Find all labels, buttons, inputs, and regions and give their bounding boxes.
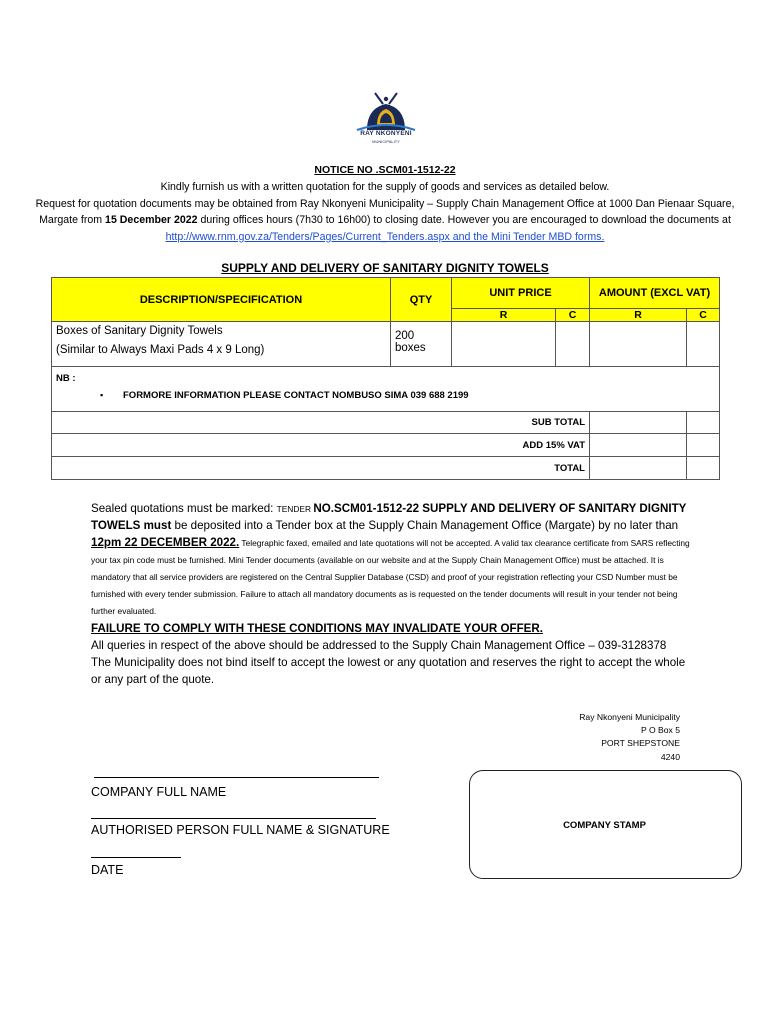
date-line[interactable]	[91, 857, 181, 858]
company-name-label: COMPANY FULL NAME	[91, 785, 227, 799]
sub-total-label: SUB TOTAL	[52, 412, 590, 434]
must-word: must	[143, 519, 172, 532]
unit-price-cents-cell[interactable]	[556, 322, 590, 367]
date-label: DATE	[91, 863, 124, 877]
item-qty	[391, 322, 452, 367]
vat-label: ADD 15% VAT	[52, 434, 590, 457]
amount-cents-header: C	[687, 309, 720, 322]
intro-text: Request for quotation documents may be obtained from Ray Nkonyeni Municipality – Supply Chain Management Office at 1000 Dan Pienaar Square, Margate from	[35, 197, 735, 226]
tender-number: NO.SCM01-1512-22 SUPPLY AND DELIVERY OF SANITARY DIGNITY TOWELS	[91, 502, 687, 532]
section-title: SUPPLY AND DELIVERY OF SANITARY DIGNITY TOWELS	[221, 261, 549, 275]
quotation-table	[51, 277, 720, 480]
total-rand-cell[interactable]	[590, 457, 687, 480]
unit-price-cents-header: C	[556, 309, 590, 322]
amount-cents-cell[interactable]	[687, 322, 720, 367]
unit-price-header: UNIT PRICE	[452, 278, 590, 309]
intro-line-1: Kindly furnish us with a written quotation for the supply of goods and services as detailed below.	[160, 181, 610, 193]
marking-instructions	[91, 500, 691, 619]
intro-text-cont: during offices hours (7h30 to 16h00) to closing date. However you are encouraged to download the documents at	[197, 214, 731, 226]
nb-contact-info: FORMORE INFORMATION PLEASE CONTACT NOMBUSO SIMA 039 688 2199	[123, 390, 469, 401]
item-description-similar: (Similar to Always Maxi Pads 4 x 9 Long)	[56, 344, 265, 356]
notice-title: NOTICE NO .SCM01-1512-22	[314, 164, 456, 176]
total-label: TOTAL	[52, 457, 590, 480]
authorised-signature-line[interactable]	[91, 818, 376, 819]
item-description	[52, 322, 391, 367]
amount-rand-header: R	[590, 309, 687, 322]
vat-cents-cell[interactable]	[687, 434, 720, 457]
disclaimer-text: The Municipality does not bind itself to accept the lowest or any quotation and reserves the right to accept the whole or any part of the quote.	[91, 656, 686, 686]
amount-header: AMOUNT (EXCL VAT)	[590, 278, 720, 309]
amount-rand-cell[interactable]	[590, 322, 687, 367]
item-description-main: Boxes of Sanitary Dignity Towels	[56, 325, 223, 337]
tenders-link[interactable]: http://www.rnm.gov.za/Tenders/Pages/Current_Tenders.aspx and the Mini Tender MBD forms.	[165, 230, 605, 243]
authorised-signature-label: AUTHORISED PERSON FULL NAME & SIGNATURE	[91, 823, 390, 837]
company-name-line[interactable]	[94, 777, 379, 778]
logo-wordmark: RAY NKONYENI	[360, 130, 412, 137]
bullet-square-icon: ▪	[100, 390, 104, 400]
address-line-3: PORT SHEPSTONE	[601, 738, 680, 749]
tender-word: TENDER	[276, 504, 314, 514]
marking-text: Sealed quotations must be marked:	[91, 502, 277, 515]
intro-date: 15 December 2022	[105, 214, 198, 226]
logo-tagline: MUNICIPALITY	[372, 139, 400, 144]
unit-price-rand-header: R	[452, 309, 556, 322]
conditions-fine-print: Telegraphic faxed, emailed and late quotations will not be accepted. A valid tax clearance certificate from SARS reflecting your tax pin code must be furnished. Mini Tender documents (available on our website and at the Supply Chain Management Office) must be attached. It is mandatory that all service providers are registered on the Central Supplier Database (CSD) and proof of your registration reflecting your CSD Number must be furnished with every tender submission. Failure to attach all mandatory documents as is requested on the tender documents will result in your tender not being further evaluated.	[91, 538, 690, 616]
nb-bullet	[56, 390, 715, 401]
tender-instructions	[91, 500, 691, 688]
municipality-address	[520, 711, 680, 764]
closing-deadline: 12pm 22 DECEMBER 2022.	[91, 536, 240, 549]
logo-emblem-icon	[353, 90, 419, 134]
unit-price-rand-cell[interactable]	[452, 322, 556, 367]
qty-header: QTY	[391, 278, 452, 322]
municipality-logo	[353, 90, 419, 156]
address-line-1: Ray Nkonyeni Municipality	[579, 712, 680, 722]
table-row	[52, 322, 720, 367]
sub-total-cents-cell[interactable]	[687, 412, 720, 434]
nb-label: NB :	[56, 373, 76, 384]
item-qty-unit: boxes	[395, 342, 426, 354]
address-line-4: 4240	[660, 751, 680, 762]
deposit-text: be deposited into a Tender box at the Supply Chain Management Office (Margate) by no later than	[171, 519, 679, 532]
notice-intro	[22, 179, 748, 245]
company-stamp-label: COMPANY STAMP	[563, 820, 646, 831]
sub-total-rand-cell[interactable]	[590, 412, 687, 434]
queries-text: All queries in respect of the above should be addressed to the Supply Chain Management Office – 039-3128378	[91, 639, 667, 652]
failure-warning: FAILURE TO COMPLY WITH THESE CONDITIONS MAY INVALIDATE YOUR OFFER.	[91, 622, 543, 635]
intro-line-2	[22, 196, 748, 246]
nb-note	[52, 367, 720, 412]
address-line-2: P O Box 5	[640, 725, 680, 736]
total-cents-cell[interactable]	[687, 457, 720, 480]
description-header: DESCRIPTION/SPECIFICATION	[52, 278, 391, 322]
item-qty-number: 200	[395, 330, 415, 342]
vat-rand-cell[interactable]	[590, 434, 687, 457]
